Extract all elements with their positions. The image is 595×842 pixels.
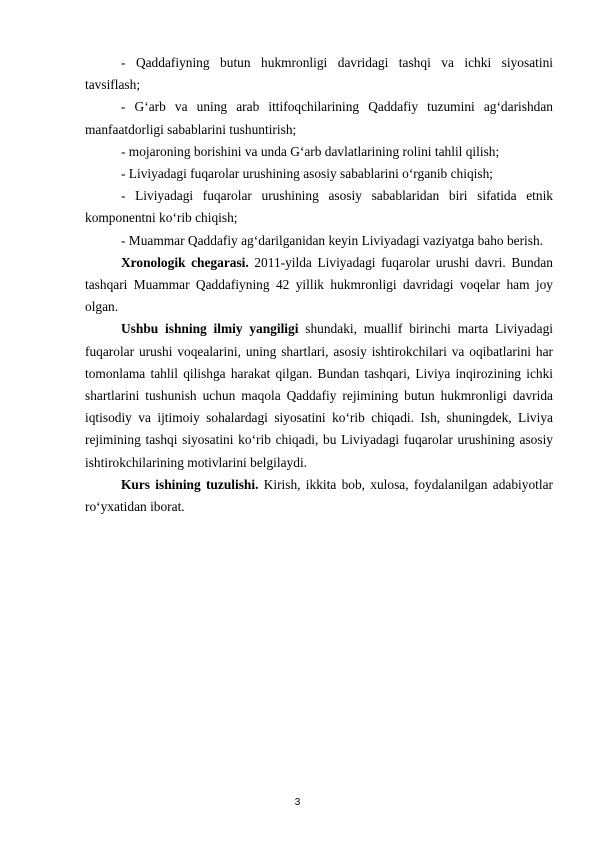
paragraph-chronology bbox=[85, 252, 553, 319]
paragraph-text: - Muammar Qaddafiy ag‘darilganidan keyin Liviyadagi vaziyatga baho berish. bbox=[121, 232, 544, 248]
page-number: 3 bbox=[294, 797, 301, 808]
paragraph-heading: Ushbu ishning ilmiy yangiligi bbox=[121, 321, 299, 337]
paragraph-heading: Xronologik chegarasi. bbox=[121, 254, 249, 270]
paragraph-text: 2011-yilda Liviyadagi fuqarolar urushi davri. Bundan tashqari Muammar Qaddafiyning 42 yillik hukmronligi davridagi voqelar ham joy olgan. bbox=[85, 254, 553, 315]
paragraph-text: - Qaddafiyning butun hukmronligi davridagi tashqi va ichki siyosatini tavsiflash; bbox=[85, 55, 553, 93]
paragraph-text: - Liviyadagi fuqarolar urushining asosiy sabablarini o‘rganib chiqish; bbox=[121, 166, 494, 182]
paragraph-objective-6 bbox=[85, 230, 553, 252]
paragraph-text: - Liviyadagi fuqarolar urushining asosiy sabablaridan biri sifatida etnik komponentni ko‘rib chiqish; bbox=[85, 188, 553, 226]
paragraph-objective-4 bbox=[85, 163, 553, 185]
paragraph-text: - G‘arb va uning arab ittifoqchilarining Qaddafiy tuzumini ag‘darishdan manfaatdorligi sabablarini tushuntirish; bbox=[85, 99, 553, 137]
paragraph-novelty bbox=[85, 318, 553, 473]
paragraph-text: shundaki, muallif birinchi marta Liviyadagi fuqarolar urushi voqealarini, uning shartlari, asosiy ishtirokchilari va oqibatlarini har tomonlama tahlil qilishga harakat qilgan. Bundan tashqari, Liviya inqirozining ichki shartlarini tushunish uchun maqola Qaddafiy rejimining butun hukmronligi davrida iqtisodiy va ijtimoiy sohalardagi siyosatini ko‘rib chiqadi. Ish, shuningdek, Liviya rejimining tashqi siyosatini ko‘rib chiqadi, bu Liviyadagi fuqarolar urushining asosiy ishtirokchilarining motivlarini belgilaydi. bbox=[85, 321, 553, 470]
paragraph-text: - mojaroning borishini va unda G‘arb davlatlarining rolini tahlil qilish; bbox=[121, 143, 500, 159]
paragraph-objective-5 bbox=[85, 185, 553, 229]
paragraph-objective-2 bbox=[85, 96, 553, 140]
paragraph-objective-3 bbox=[85, 141, 553, 163]
paragraph-text: Kirish, ikkita bob, xulosa, foydalanilgan adabiyotlar ro‘yxatidan iborat. bbox=[85, 476, 553, 515]
paragraph-structure bbox=[85, 474, 553, 518]
document-body bbox=[85, 52, 553, 518]
paragraph-heading: Kurs ishining tuzulishi. bbox=[121, 476, 259, 492]
paragraph-objective-1 bbox=[85, 52, 553, 96]
